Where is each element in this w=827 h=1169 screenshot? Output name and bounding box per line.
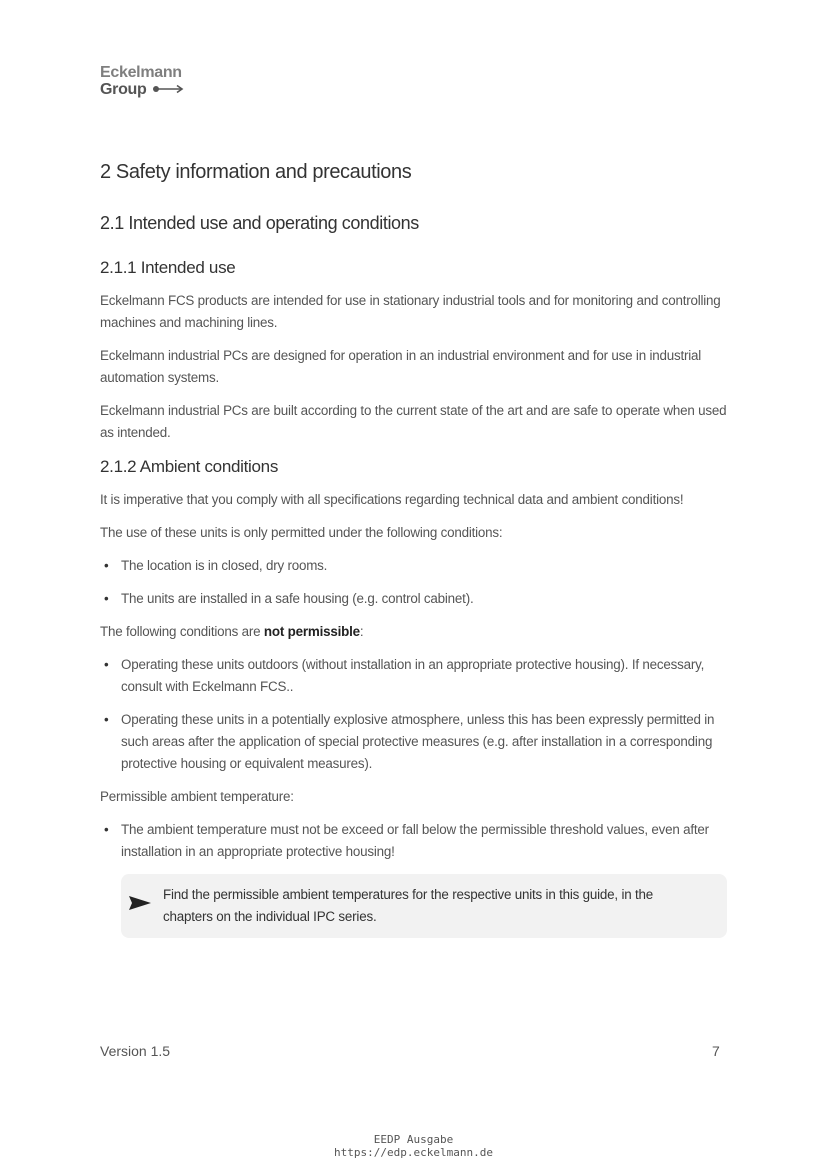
list-item: • The ambient temperature must not be exceed or fall below the permissible threshold values, even after installation in an appropriate protective housing!: [100, 819, 727, 863]
source-stamp: [0, 1133, 827, 1159]
ambient-conditions-heading: 2.1.2 Ambient conditions: [100, 457, 279, 476]
intro-colon: :: [359, 624, 364, 639]
intended-use-paragraph: Eckelmann FCS products are intended for use in stationary industrial tools and for monitoring and controlling machines and machining lines.: [100, 293, 721, 330]
permitted-conditions-list: [100, 555, 727, 610]
logo-arrow-icon: [152, 81, 184, 98]
not-permissible-intro: [100, 621, 727, 643]
ambient-paragraph: The use of these units is only permitted under the following conditions:: [100, 525, 503, 540]
section-title: 2.1 Intended use and operating conditions: [100, 213, 419, 233]
logo-line-1: Eckelmann: [100, 64, 182, 81]
list-item: • Operating these units outdoors (without installation in an appropriate protective housing). If necessary, consult with Eckelmann FCS..: [100, 654, 727, 698]
company-logo: [100, 64, 184, 98]
footer-version: Version 1.5: [100, 1043, 171, 1059]
temperature-list: [100, 819, 727, 863]
not-permitted-conditions-list: [100, 654, 727, 775]
list-item: • Operating these units in a potentially explosive atmosphere, unless this has been expressly permitted in such areas after the application of special protective measures (e.g. after installation in a corresponding protective housing or equivalent measures).: [100, 709, 727, 775]
intended-use-paragraph: Eckelmann industrial PCs are built according to the current state of the art and are safe to operate when used as intended.: [100, 403, 727, 440]
stamp-line-1: EEDP Ausgabe: [373, 1133, 454, 1146]
note-text: Find the permissible ambient temperatures for the respective units in this guide, in the chapters on the individual IPC series.: [163, 887, 654, 924]
intended-use-heading: 2.1.1 Intended use: [100, 258, 236, 277]
ambient-paragraph: It is imperative that you comply with all specifications regarding technical data and ambient conditions!: [100, 492, 684, 507]
logo-line-2: [100, 81, 184, 98]
intro-text: The following conditions are: [100, 624, 264, 639]
pointer-arrow-icon: [129, 896, 151, 915]
page-number: 7: [712, 1043, 720, 1059]
not-permissible-emphasis: not permissible: [263, 624, 360, 639]
stamp-url: https://edp.eckelmann.de: [334, 1146, 493, 1159]
info-note: [121, 874, 727, 938]
list-item: • The location is in closed, dry rooms.: [100, 555, 727, 577]
temperature-label: Permissible ambient temperature:: [100, 789, 294, 804]
intended-use-paragraph: Eckelmann industrial PCs are designed for operation in an industrial environment and for use in industrial automation systems.: [100, 348, 702, 385]
page-content: [100, 158, 727, 938]
chapter-title: 2 Safety information and precautions: [100, 161, 412, 183]
list-item: • The units are installed in a safe housing (e.g. control cabinet).: [100, 588, 727, 610]
logo-line-2-text: Group: [100, 81, 147, 98]
